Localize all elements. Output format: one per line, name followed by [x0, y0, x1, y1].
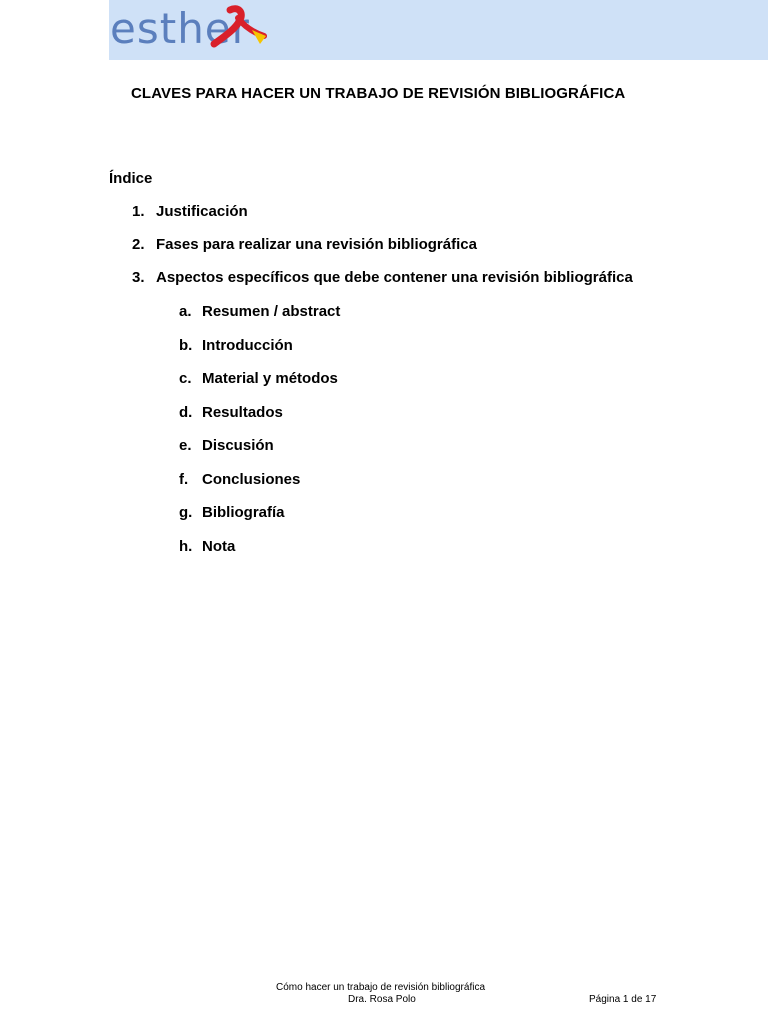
toc-subitem — [179, 404, 283, 421]
toc-subitem-letter: e. — [179, 437, 192, 454]
toc-item-number: 2. — [132, 236, 145, 253]
toc-subitem-label: Introducción — [202, 337, 293, 354]
toc-subitem-letter: c. — [179, 370, 192, 387]
toc-item-number: 1. — [132, 203, 145, 220]
toc-subitem — [179, 370, 338, 387]
logo-text: esther — [110, 4, 250, 53]
ribbon-icon — [208, 4, 270, 54]
toc-subitem — [179, 538, 235, 555]
footer-document-title: Cómo hacer un trabajo de revisión bibliográfica — [276, 982, 486, 993]
index-heading: Índice — [109, 170, 153, 187]
toc-subitem — [179, 437, 274, 454]
toc-item — [132, 203, 248, 220]
toc-subitem — [179, 471, 300, 488]
toc-subitem-label: Conclusiones — [202, 471, 301, 488]
esther-logo — [110, 4, 250, 56]
toc-item-number: 3. — [132, 269, 145, 286]
toc-subitem-label: Resumen / abstract — [202, 303, 341, 320]
toc-subitem-label: Material y métodos — [202, 370, 338, 387]
toc-subitem-letter: g. — [179, 504, 193, 521]
toc-subitem-letter: d. — [179, 404, 193, 421]
toc-subitem — [179, 303, 340, 320]
toc-subitem-label: Resultados — [202, 404, 283, 421]
toc-subitem-letter: b. — [179, 337, 193, 354]
toc-subitem — [179, 337, 293, 354]
footer-page-number: Página 1 de 17 — [589, 994, 657, 1005]
footer-author: Dra. Rosa Polo — [348, 994, 416, 1005]
toc-item — [132, 269, 633, 286]
toc-subitem — [179, 504, 285, 521]
toc-subitem-label: Bibliografía — [202, 504, 285, 521]
toc-subitem-letter: a. — [179, 303, 192, 320]
document-title: CLAVES PARA HACER UN TRABAJO DE REVISIÓN BIBLIOGRÁFICA — [131, 85, 626, 102]
toc-subitem-letter: h. — [179, 538, 193, 555]
toc-item-label: Fases para realizar una revisión bibliográfica — [156, 236, 477, 253]
toc-subitem-letter: f. — [179, 471, 189, 488]
toc-subitem-label: Nota — [202, 538, 236, 555]
toc-item-label: Aspectos específicos que debe contener una revisión bibliográfica — [156, 269, 633, 286]
toc-item — [132, 236, 477, 253]
toc-subitem-label: Discusión — [202, 437, 274, 454]
toc-item-label: Justificación — [156, 203, 248, 220]
